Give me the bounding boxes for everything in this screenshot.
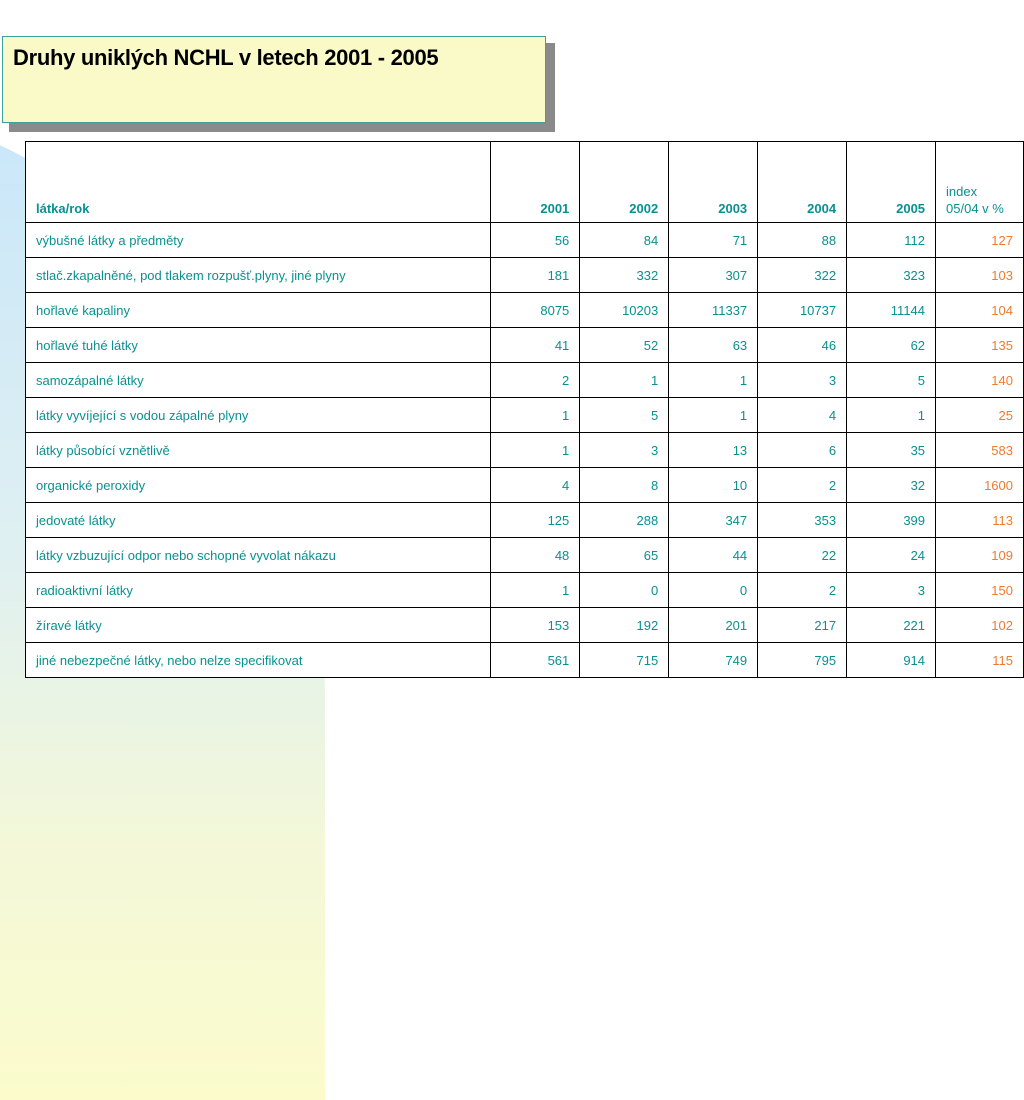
- cell-2005: 112: [847, 223, 936, 258]
- header-substance: látka/rok: [26, 142, 491, 223]
- cell-index: 115: [936, 643, 1024, 678]
- cell-2005: 221: [847, 608, 936, 643]
- cell-2004: 217: [758, 608, 847, 643]
- cell-2005: 11144: [847, 293, 936, 328]
- cell-2001: 153: [491, 608, 580, 643]
- cell-2004: 353: [758, 503, 847, 538]
- row-name-cell: stlač.zkapalněné, pod tlakem rozpušť.plyny, jiné plyny: [26, 258, 491, 293]
- header-2003: 2003: [669, 142, 758, 223]
- cell-2004: 88: [758, 223, 847, 258]
- cell-2005: 323: [847, 258, 936, 293]
- row-name-cell: hořlavé kapaliny: [26, 293, 491, 328]
- cell-2005: 24: [847, 538, 936, 573]
- cell-2002: 192: [580, 608, 669, 643]
- cell-2003: 0: [669, 573, 758, 608]
- header-index-line2: 05/04 v %: [946, 201, 1004, 216]
- cell-2001: 181: [491, 258, 580, 293]
- row-name-cell: látky vyvíjející s vodou zápalné plyny: [26, 398, 491, 433]
- table-row: [26, 293, 1024, 328]
- header-index-line1: index: [946, 184, 978, 199]
- cell-2005: 1: [847, 398, 936, 433]
- cell-index: 109: [936, 538, 1024, 573]
- cell-2001: 1: [491, 573, 580, 608]
- cell-2003: 201: [669, 608, 758, 643]
- cell-2001: 56: [491, 223, 580, 258]
- cell-2005: 3: [847, 573, 936, 608]
- cell-2004: 3: [758, 363, 847, 398]
- cell-index: 102: [936, 608, 1024, 643]
- cell-2005: 32: [847, 468, 936, 503]
- table-row: [26, 503, 1024, 538]
- cell-index: 113: [936, 503, 1024, 538]
- row-name-cell: látky působící vznětlivě: [26, 433, 491, 468]
- cell-2004: 795: [758, 643, 847, 678]
- cell-2001: 561: [491, 643, 580, 678]
- cell-2003: 347: [669, 503, 758, 538]
- cell-2002: 715: [580, 643, 669, 678]
- cell-2005: 399: [847, 503, 936, 538]
- table-header-row: [26, 142, 1024, 223]
- cell-2002: 3: [580, 433, 669, 468]
- header-2001: 2001: [491, 142, 580, 223]
- cell-2001: 1: [491, 433, 580, 468]
- cell-2001: 48: [491, 538, 580, 573]
- cell-2001: 4: [491, 468, 580, 503]
- cell-index: 104: [936, 293, 1024, 328]
- cell-2001: 41: [491, 328, 580, 363]
- cell-2004: 322: [758, 258, 847, 293]
- cell-2002: 5: [580, 398, 669, 433]
- cell-2004: 10737: [758, 293, 847, 328]
- row-name-cell: jedovaté látky: [26, 503, 491, 538]
- table-row: [26, 258, 1024, 293]
- cell-2004: 2: [758, 468, 847, 503]
- cell-2003: 44: [669, 538, 758, 573]
- table-row: [26, 538, 1024, 573]
- cell-2002: 1: [580, 363, 669, 398]
- table-row: [26, 643, 1024, 678]
- cell-2002: 288: [580, 503, 669, 538]
- header-2002: 2002: [580, 142, 669, 223]
- cell-2003: 307: [669, 258, 758, 293]
- row-name-cell: žíravé látky: [26, 608, 491, 643]
- cell-2002: 10203: [580, 293, 669, 328]
- cell-2003: 11337: [669, 293, 758, 328]
- header-index: [936, 142, 1024, 223]
- row-name-cell: organické peroxidy: [26, 468, 491, 503]
- cell-2003: 10: [669, 468, 758, 503]
- header-2004: 2004: [758, 142, 847, 223]
- table-row: [26, 433, 1024, 468]
- cell-2001: 1: [491, 398, 580, 433]
- data-table: [25, 141, 1024, 678]
- cell-2002: 52: [580, 328, 669, 363]
- cell-2002: 332: [580, 258, 669, 293]
- cell-index: 135: [936, 328, 1024, 363]
- cell-2005: 35: [847, 433, 936, 468]
- table-row: [26, 328, 1024, 363]
- cell-2004: 22: [758, 538, 847, 573]
- cell-2001: 2: [491, 363, 580, 398]
- cell-index: 103: [936, 258, 1024, 293]
- cell-index: 583: [936, 433, 1024, 468]
- row-name-cell: látky vzbuzující odpor nebo schopné vyvolat nákazu: [26, 538, 491, 573]
- cell-2003: 13: [669, 433, 758, 468]
- cell-2002: 84: [580, 223, 669, 258]
- title-box: [2, 36, 546, 123]
- cell-2004: 4: [758, 398, 847, 433]
- cell-2002: 8: [580, 468, 669, 503]
- table-body: [26, 223, 1024, 678]
- cell-2005: 62: [847, 328, 936, 363]
- table-row: [26, 608, 1024, 643]
- table-row: [26, 363, 1024, 398]
- row-name-cell: radioaktivní látky: [26, 573, 491, 608]
- cell-2003: 71: [669, 223, 758, 258]
- table-row: [26, 468, 1024, 503]
- cell-2005: 914: [847, 643, 936, 678]
- cell-2003: 1: [669, 363, 758, 398]
- row-name-cell: jiné nebezpečné látky, nebo nelze specifikovat: [26, 643, 491, 678]
- cell-index: 25: [936, 398, 1024, 433]
- table-row: [26, 398, 1024, 433]
- cell-index: 140: [936, 363, 1024, 398]
- cell-2003: 1: [669, 398, 758, 433]
- cell-2005: 5: [847, 363, 936, 398]
- page-title: Druhy uniklých NCHL v letech 2001 - 2005: [13, 45, 439, 70]
- cell-index: 1600: [936, 468, 1024, 503]
- header-2005: 2005: [847, 142, 936, 223]
- table-row: [26, 223, 1024, 258]
- cell-2003: 749: [669, 643, 758, 678]
- cell-index: 150: [936, 573, 1024, 608]
- cell-2002: 65: [580, 538, 669, 573]
- cell-2004: 46: [758, 328, 847, 363]
- cell-2002: 0: [580, 573, 669, 608]
- row-name-cell: hořlavé tuhé látky: [26, 328, 491, 363]
- cell-2003: 63: [669, 328, 758, 363]
- cell-2001: 8075: [491, 293, 580, 328]
- cell-index: 127: [936, 223, 1024, 258]
- cell-2004: 2: [758, 573, 847, 608]
- cell-2001: 125: [491, 503, 580, 538]
- cell-2004: 6: [758, 433, 847, 468]
- row-name-cell: výbušné látky a předměty: [26, 223, 491, 258]
- row-name-cell: samozápalné látky: [26, 363, 491, 398]
- table-row: [26, 573, 1024, 608]
